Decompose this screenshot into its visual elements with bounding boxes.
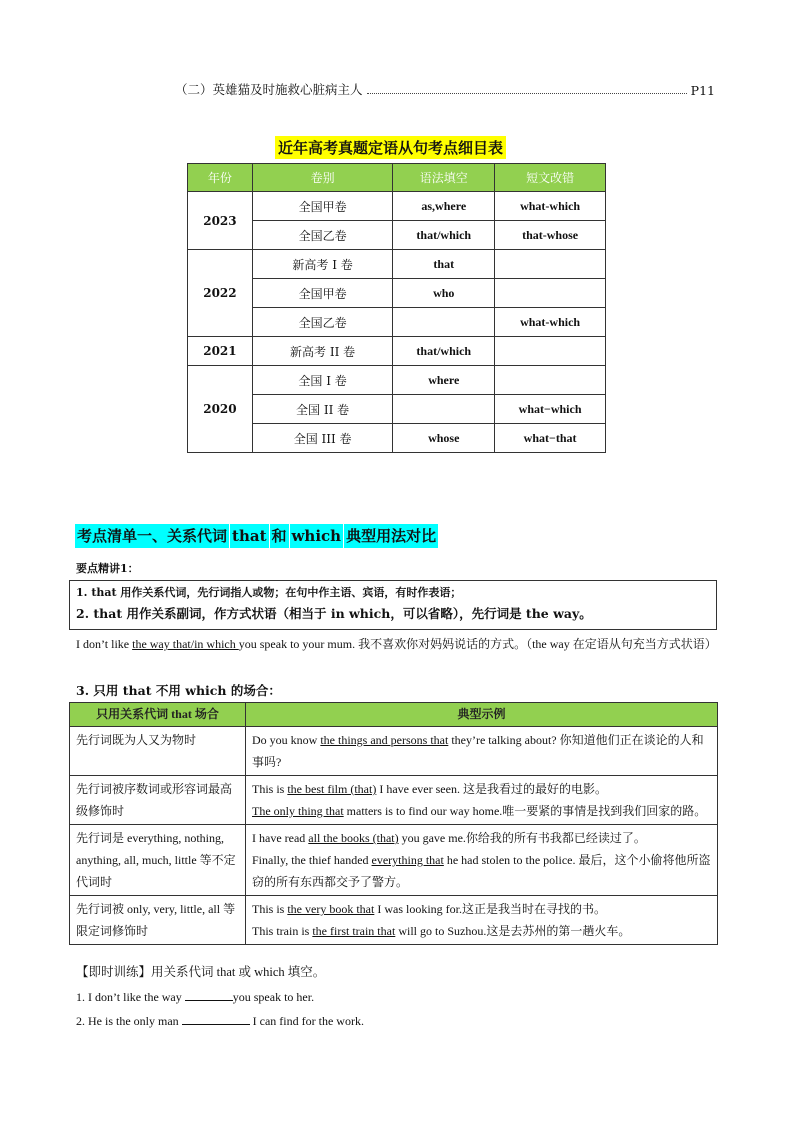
paper-cell: 全国 II 卷	[252, 395, 392, 424]
section-heading	[75, 524, 439, 548]
subheading-3: 3. 只用 that 不用 which 的场合：	[76, 683, 281, 698]
fix-cell: what−that	[495, 424, 606, 453]
fix-cell: what-which	[495, 192, 606, 221]
case-cell: 先行词被 only, very, little, all 等限定词修饰时	[70, 896, 246, 945]
example-line: Do you know the things and persons that they’re talking about? 你知道他们正在谈论的人和事吗?	[252, 733, 704, 769]
paper-cell: 新高考 II 卷	[252, 337, 392, 366]
fix-cell	[495, 250, 606, 279]
question-text: you speak to her.	[232, 990, 315, 1004]
fix-cell	[495, 337, 606, 366]
header-paper: 卷别	[252, 164, 392, 192]
fix-cell: that-whose	[495, 221, 606, 250]
example-line: Finally, the thief handed everything that he had stolen to the police. 最后，这个小偷将他所盗窃的所有东西都交予了警方。	[252, 853, 711, 889]
practice-title: 【即时训练】用关系代词 that 或 which 填空。	[76, 965, 326, 979]
fix-cell	[495, 279, 606, 308]
fill-cell: that/which	[393, 337, 495, 366]
fill-cell	[393, 395, 495, 424]
fix-cell: what-which	[495, 308, 606, 337]
paper-cell: 全国乙卷	[252, 221, 392, 250]
table-row	[188, 337, 606, 366]
question-text: 1. I don’t like the way	[76, 990, 185, 1004]
paper-cell: 新高考 I 卷	[252, 250, 392, 279]
example-cell	[246, 825, 718, 896]
fill-cell: where	[393, 366, 495, 395]
table-header-row	[188, 164, 606, 192]
year-cell: 2021	[188, 337, 253, 366]
toc-leader-dots	[367, 93, 687, 94]
example-line: This train is the first train that will go to Suzhou.这是去苏州的第一趟火车。	[252, 924, 631, 938]
case-cell: 先行词是 everything, nothing, anything, all, much, little 等不定代词时	[70, 825, 246, 896]
fill-cell: that/which	[393, 221, 495, 250]
example-sentence	[76, 633, 726, 655]
exam-points-table	[187, 163, 606, 453]
header-example: 典型示例	[246, 703, 718, 727]
rules-box	[69, 580, 717, 630]
answer-blank[interactable]	[182, 1012, 250, 1025]
example-line: The only thing that matters is to find our way home.唯一要紧的事情是找到我们回家的路。	[252, 804, 707, 818]
table-row	[70, 776, 718, 825]
header-case: 只用关系代词 that 场合	[70, 703, 246, 727]
example-cell	[246, 727, 718, 776]
header-error-correction: 短文改错	[495, 164, 606, 192]
example-text: you speak to your mum. 我不喜欢你对妈妈说话的方式。（the way 在定语从句充当方式状语）	[238, 637, 717, 651]
paper-cell: 全国甲卷	[252, 192, 392, 221]
usage-table	[69, 702, 718, 945]
header-year: 年份	[188, 164, 253, 192]
fix-cell: what−which	[495, 395, 606, 424]
fill-cell: whose	[393, 424, 495, 453]
rule-line-2: 2. that 用作关系副词，作方式状语（相当于 in which，可以省略），先行词是 the way。	[76, 606, 592, 621]
example-text: I don’t like	[76, 637, 133, 651]
example-underlined: the way that/in which	[132, 637, 239, 651]
practice-question-2	[76, 1012, 364, 1029]
question-text: 2. He is the only man	[76, 1014, 182, 1028]
fill-cell: that	[393, 250, 495, 279]
section-heading-part: 考点清单一、关系代词	[75, 524, 229, 548]
section-heading-part: that	[230, 524, 268, 548]
practice-question-1	[76, 988, 314, 1005]
key-points-label: 要点精讲1：	[76, 562, 139, 575]
table-row	[188, 366, 606, 395]
paper-cell: 全国甲卷	[252, 279, 392, 308]
toc-entry-text: （二）英雄猫及时施救心脏病主人	[175, 82, 363, 97]
table-row	[70, 896, 718, 945]
fix-cell	[495, 366, 606, 395]
exam-table-title: 近年高考真题定语从句考点细目表	[275, 136, 506, 159]
year-cell: 2022	[188, 250, 253, 337]
toc-page-number: P11	[690, 83, 715, 98]
paper-cell: 全国 I 卷	[252, 366, 392, 395]
year-cell: 2020	[188, 366, 253, 453]
case-cell: 先行词既为人又为物时	[70, 727, 246, 776]
section-heading-part: which	[290, 524, 344, 548]
fill-cell: who	[393, 279, 495, 308]
table-row	[188, 192, 606, 221]
example-cell	[246, 776, 718, 825]
year-cell: 2023	[188, 192, 253, 250]
example-line: I have read all the books (that) you gave me.你给我的所有书我都已经读过了。	[252, 831, 646, 845]
header-grammar-fill: 语法填空	[393, 164, 495, 192]
toc-line	[175, 80, 715, 98]
section-heading-part: 和	[270, 524, 289, 548]
table-row	[188, 250, 606, 279]
question-text: I can find for the work.	[249, 1014, 364, 1028]
answer-blank[interactable]	[185, 988, 233, 1001]
case-cell: 先行词被序数词或形容词最高级修饰时	[70, 776, 246, 825]
example-cell	[246, 896, 718, 945]
table-row	[70, 825, 718, 896]
example-line: This is the best film (that) I have ever seen. 这是我看过的最好的电影。	[252, 782, 607, 796]
paper-cell: 全国 III 卷	[252, 424, 392, 453]
fill-cell	[393, 308, 495, 337]
section-heading-part: 典型用法对比	[344, 524, 438, 548]
table-header-row	[70, 703, 718, 727]
rule-line-1: 1. that 用作关系代词，先行词指人或物；在句中作主语、宾语，有时作表语；	[76, 586, 462, 599]
table-row	[70, 727, 718, 776]
paper-cell: 全国乙卷	[252, 308, 392, 337]
example-line: This is the very book that I was looking for.这正是我当时在寻找的书。	[252, 902, 606, 916]
fill-cell: as,where	[393, 192, 495, 221]
